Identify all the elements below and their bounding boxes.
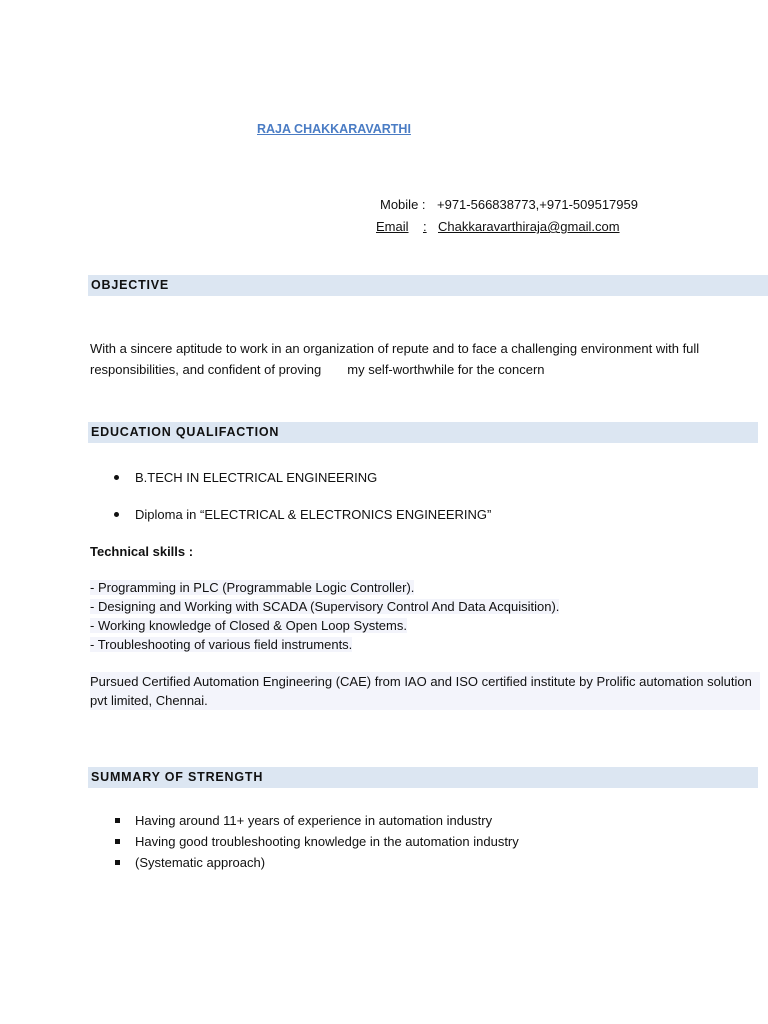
bullet-square-icon [115,818,120,823]
skill-item: - Designing and Working with SCADA (Supervisory Control And Data Acquisition). [90,599,560,614]
objective-text [90,338,760,380]
bullet-square-icon [115,860,120,865]
cae-certification-text: Pursued Certified Automation Engineering (CAE) from IAO and ISO certified institute by Prolific automation solution pvt limited, Chennai. [90,672,760,710]
bullet-dot-icon [114,475,119,480]
skill-item: - Working knowledge of Closed & Open Loop Systems. [90,618,407,633]
education-title: EDUCATION QUALIFACTION [91,425,280,439]
email-link[interactable]: Chakkaravarthiraja@gmail.com [438,219,620,234]
email-colon: : [423,219,427,234]
candidate-name: RAJA CHAKKARAVARTHI [257,122,411,136]
objective-section-header [88,275,768,296]
summary-item-text: Having good troubleshooting knowledge in the automation industry [135,834,519,849]
objective-text-part1: With a sincere aptitude to work in an organization of repute and to face a challenging environment with full responsibilities, and confident of proving [90,341,700,377]
summary-section-header [88,767,758,788]
skill-item: - Programming in PLC (Programmable Logic Controller). [90,580,415,595]
summary-item-text: Having around 11+ years of experience in automation industry [135,813,493,828]
mobile-label: Mobile : [380,197,426,212]
bullet-square-icon [115,839,120,844]
summary-item-text: (Systematic approach) [135,855,266,870]
education-section-header [88,422,758,443]
email-label: Email [376,219,409,234]
objective-title: OBJECTIVE [91,278,170,292]
skill-item: - Troubleshooting of various field instruments. [90,637,353,652]
technical-skills-heading: Technical skills : [90,544,194,559]
education-item-text: Diploma in “ELECTRICAL & ELECTRONICS ENGINEERING” [135,507,492,522]
objective-text-part2: my self-worthwhile for the concern [347,362,545,377]
education-item-text: B.TECH IN ELECTRICAL ENGINEERING [135,470,378,485]
summary-title: SUMMARY OF STRENGTH [91,770,264,784]
bullet-dot-icon [114,512,119,517]
mobile-value: +971-566838773,+971-509517959 [437,197,638,212]
